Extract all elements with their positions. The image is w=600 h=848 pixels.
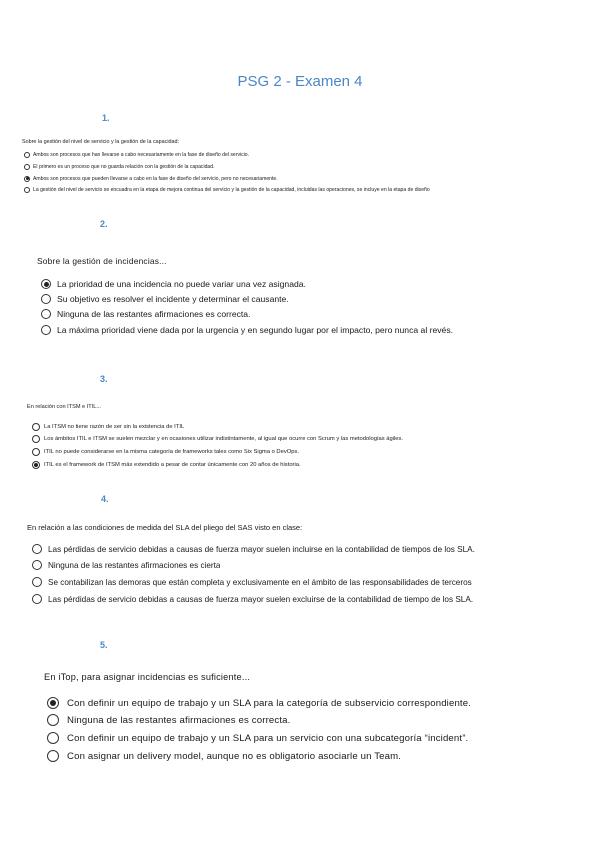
answer-option[interactable] (32, 593, 596, 605)
radio-checked-icon[interactable] (41, 279, 51, 289)
radio-button-icon[interactable] (32, 560, 42, 570)
question-stem: En relación con ITSM e ITIL... (27, 404, 101, 410)
option-label: Ninguna de las restantes afirmaciones es correcta. (57, 309, 251, 319)
answer-option[interactable] (47, 696, 587, 710)
answer-option[interactable] (41, 278, 586, 290)
option-label: Las pérdidas de servicio debidas a causas de fuerza mayor suelen incluirse en la contabilidad de tiempos de los SLA. (48, 544, 475, 554)
radio-selected-dot (34, 463, 38, 467)
option-label: Su objetivo es resolver el incidente y determinar el causante. (57, 294, 289, 304)
answer-option[interactable] (41, 293, 586, 305)
answer-option[interactable] (47, 731, 587, 745)
answer-option[interactable] (24, 186, 600, 193)
answer-option[interactable] (32, 576, 596, 588)
radio-button-icon[interactable] (32, 423, 40, 431)
question-number: 2. (100, 219, 108, 229)
option-label: Ambos son procesos que han llevarse a cabo necesariamente en la fase de diseño del servicio. (33, 151, 250, 158)
radio-checked-icon[interactable] (47, 697, 59, 709)
option-label: Las pérdidas de servicio debidas a causas de fuerza mayor suelen excluirse de la contabilidad de tiempo de los SLA. (48, 594, 474, 604)
answer-option[interactable] (32, 559, 596, 571)
answer-option[interactable] (24, 163, 600, 170)
question-stem: En relación a las condiciones de medida del SLA del pliego del SAS visto en clase: (27, 523, 303, 532)
option-label: Se contabilizan las demoras que están completa y exclusivamente en el ámbito de las responsabilidades de terceros (48, 577, 472, 587)
option-label: Ambos son procesos que pueden llevarse a cabo en la fase de diseño del servicio, pero no necesariamente. (33, 175, 278, 182)
radio-selected-dot (50, 700, 56, 706)
question-stem: En iTop, para asignar incidencias es suficiente... (44, 672, 251, 682)
option-label: Con asignar un delivery model, aunque no es obligatorio asociarle un Team. (67, 750, 402, 762)
radio-button-icon[interactable] (24, 187, 30, 193)
option-label: ITIL es el framework de ITSM más extendido a pesar de contar únicamente con 20 años de historia. (44, 461, 301, 468)
option-label: Ninguna de las restantes afirmaciones es correcta. (67, 714, 291, 726)
question-stem: Sobre la gestión de incidencias... (37, 256, 167, 266)
radio-button-icon[interactable] (41, 325, 51, 335)
answer-option[interactable] (32, 460, 592, 469)
question-number: 4. (101, 494, 109, 504)
question-stem: Sobre la gestión del nivel de servicio y la gestión de la capacidad: (22, 139, 180, 145)
answer-option[interactable] (47, 749, 587, 763)
radio-button-icon[interactable] (47, 714, 59, 726)
option-label: El primero es un proceso que no guarda relación con la gestión de la capacidad. (33, 163, 215, 170)
radio-checked-icon[interactable] (24, 176, 30, 182)
question-number: 1. (102, 113, 110, 123)
exam-title: PSG 2 - Examen 4 (237, 73, 363, 90)
answer-option[interactable] (24, 151, 600, 158)
radio-button-icon[interactable] (41, 309, 51, 319)
radio-button-icon[interactable] (32, 544, 42, 554)
radio-button-icon[interactable] (47, 732, 59, 744)
radio-button-icon[interactable] (41, 294, 51, 304)
answer-option[interactable] (32, 434, 592, 443)
option-label: La gestión del nivel de servicio se encuadra en la etapa de mejora continua del servicio y la gestión de la capacidad, incluidas las operaciones, se incluye en la etapa de diseño (33, 186, 430, 193)
answer-option[interactable] (47, 713, 587, 727)
radio-button-icon[interactable] (47, 750, 59, 762)
radio-checked-icon[interactable] (32, 461, 40, 469)
option-label: La máxima prioridad viene dada por la urgencia y en segundo lugar por el impacto, pero nunca al revés. (57, 325, 454, 335)
answer-option[interactable] (32, 447, 592, 456)
answer-option[interactable] (41, 324, 586, 336)
option-label: La ITSM no tiene razón de ser sin la existencia de ITIL (44, 423, 185, 430)
radio-button-icon[interactable] (24, 164, 30, 170)
answer-option[interactable] (41, 308, 586, 320)
question-number: 3. (100, 374, 108, 384)
answer-option[interactable] (24, 175, 600, 182)
option-label: Con definir un equipo de trabajo y un SLA para un servicio con una subcategoría “incident”. (67, 732, 469, 744)
radio-button-icon[interactable] (32, 435, 40, 443)
answer-option[interactable] (32, 422, 592, 431)
option-label: Los ámbitos ITIL e ITSM se suelen mezclar y en ocasiones utilizar indistintamente, al igual que ocurre con Scrum y las metodologías ágiles. (44, 435, 404, 442)
question-number: 5. (100, 640, 108, 650)
radio-button-icon[interactable] (24, 152, 30, 158)
radio-button-icon[interactable] (32, 577, 42, 587)
radio-selected-dot (44, 282, 49, 287)
option-label: La prioridad de una incidencia no puede variar una vez asignada. (57, 279, 306, 289)
option-label: Con definir un equipo de trabajo y un SLA para la categoría de subservicio correspondiente. (67, 697, 472, 709)
radio-selected-dot (26, 177, 29, 180)
answer-option[interactable] (32, 543, 596, 555)
option-label: ITIL no puede considerarse en la misma categoría de frameworks tales como Six Sigma o DevOps. (44, 448, 299, 455)
radio-button-icon[interactable] (32, 594, 42, 604)
radio-button-icon[interactable] (32, 448, 40, 456)
option-label: Ninguna de las restantes afirmaciones es cierta (48, 560, 221, 570)
